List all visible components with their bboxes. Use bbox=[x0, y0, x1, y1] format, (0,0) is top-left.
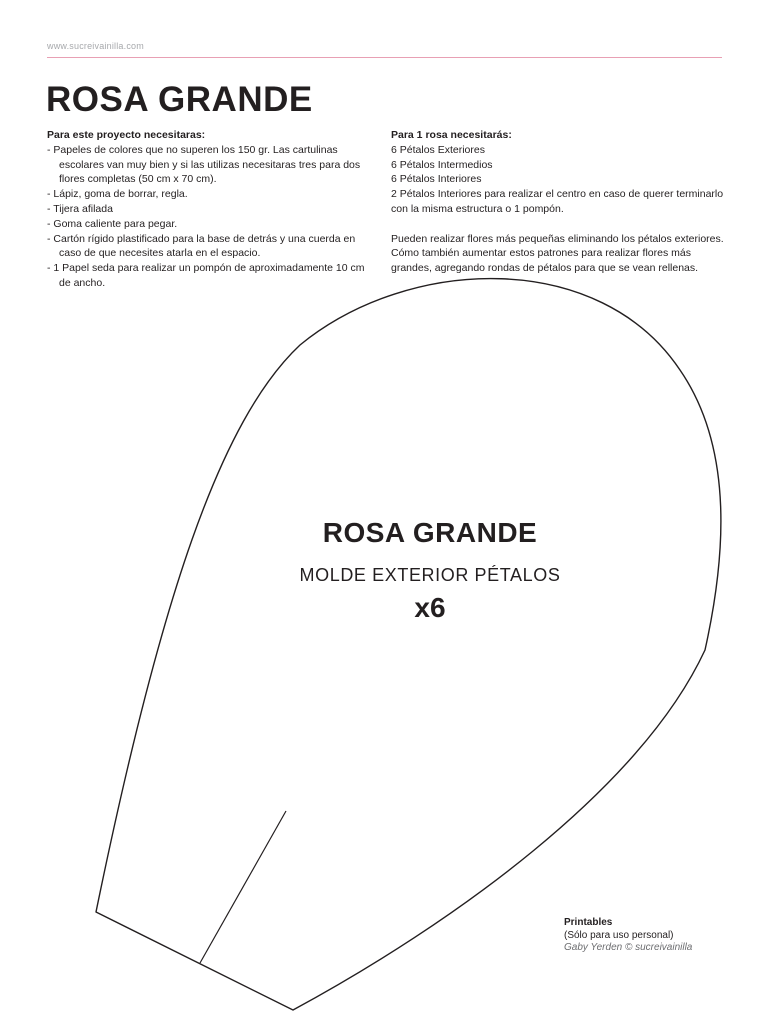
credits-label: Printables bbox=[564, 917, 613, 928]
list-item: - Lápiz, goma de borrar, regla. bbox=[47, 188, 188, 201]
list-item: - Tijera afilada bbox=[47, 202, 113, 215]
petal-outline-path bbox=[96, 279, 721, 1010]
petal-cut-line bbox=[200, 811, 286, 963]
list-item: - 1 Papel seda para realizar un pompón de aproximadamente 10 cm de ancho. bbox=[47, 262, 365, 289]
list-item: 2 Pétalos Interiores para realizar el centro en caso de querer terminarlo con la misma estructura o 1 pompón. bbox=[391, 188, 724, 215]
site-url: www.sucreivainilla.com bbox=[47, 41, 144, 51]
materials-heading: Para este proyecto necesitaras: bbox=[47, 129, 206, 141]
credits-author: Gaby Yerden © sucreivainilla bbox=[564, 942, 693, 953]
template-subtitle: MOLDE EXTERIOR PÉTALOS bbox=[299, 565, 561, 585]
template-title: ROSA GRANDE bbox=[322, 517, 538, 548]
credits bbox=[564, 917, 692, 955]
credits-usage: (Sólo para uso personal) bbox=[564, 929, 674, 941]
list-item: - Papeles de colores que no superen los 150 gr. Las cartulinas escolares van muy bien y si las utilizas necesitaras tres para dos flores completas (50 cm x 70 cm). bbox=[47, 143, 361, 186]
list-item: 6 Pétalos Exteriores bbox=[391, 143, 485, 156]
template-quantity: x6 bbox=[414, 592, 446, 623]
list-item: - Goma caliente para pegar. bbox=[47, 217, 178, 230]
page-title: ROSA GRANDE bbox=[46, 80, 313, 119]
list-item: 6 Pétalos Interiores bbox=[391, 173, 482, 186]
per-rose-heading: Para 1 rosa necesitarás: bbox=[391, 129, 512, 141]
list-item: 6 Pétalos Intermedios bbox=[391, 158, 493, 171]
per-rose-note: Pueden realizar flores más pequeñas eliminando los pétalos exteriores. Cómo también aumentar estos patrones para realizar flores más grandes, agregando rondas de pétalos para que se vean rellenas. bbox=[391, 232, 724, 275]
list-item: - Cartón rígido plastificado para la base de detrás y una cuerda en caso de que necesites atarla en el espacio. bbox=[47, 232, 356, 260]
